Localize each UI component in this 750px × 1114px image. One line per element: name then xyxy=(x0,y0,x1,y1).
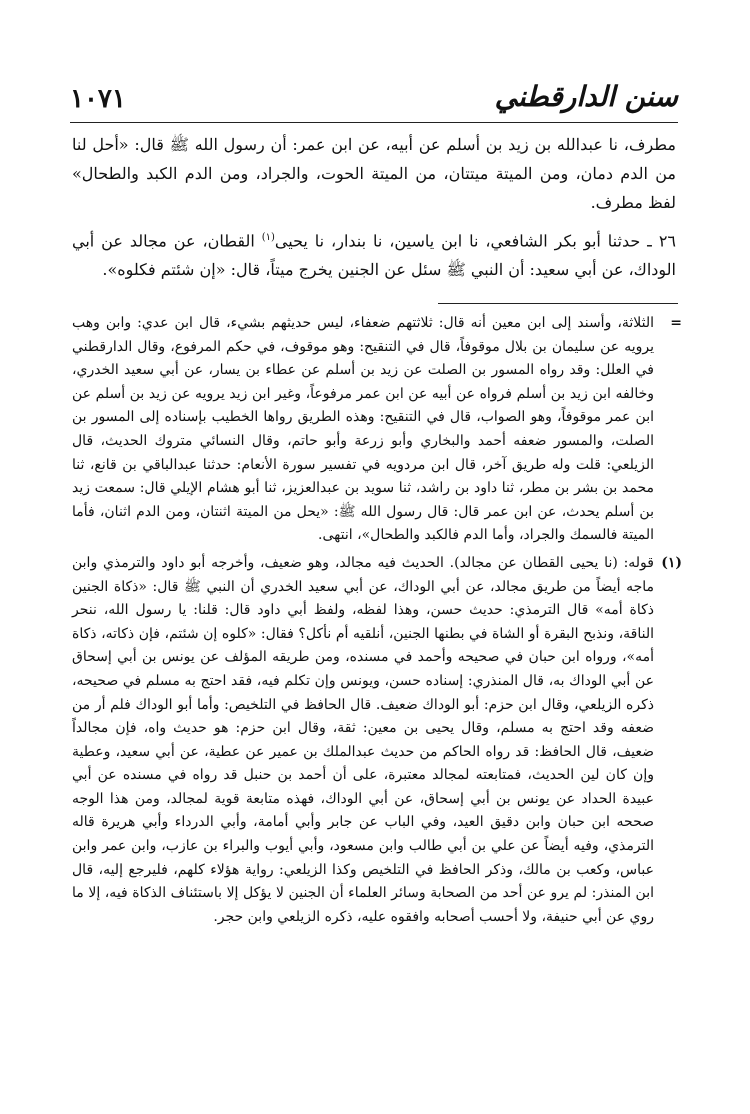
hadith-text: القطان، عن مجالد عن أبي الوداك، عن أبي سعيد: أن النبي ﷺ سئل عن الجنين يخرج ميتاً، قال: «إن شئتم فكلوه». xyxy=(72,231,676,280)
footnote-reference[interactable]: (١) xyxy=(261,232,275,243)
hadith-paragraph: مطرف، نا عبدالله بن زيد بن أسلم عن أبيه، عن ابن عمر: أن رسول الله ﷺ قال: «أحل لنا من الدم دمان، ومن الميتة ميتتان، من الميتة الحوت، والجراد، ومن الدم الكبد والطحال» لفظ مطرف. xyxy=(72,135,676,212)
footnote-continued xyxy=(72,312,682,548)
book-title: سنن الدارقطني xyxy=(494,80,678,113)
page-number: ١٠٧١ xyxy=(70,84,126,114)
page-header xyxy=(70,78,678,123)
footnote-text: قوله: (نا يحيى القطان عن مجالد). الحديث فيه مجالد، وهو ضعيف، وأخرجه أبو داود والترمذي وابن ماجه أيضاً من طريق مجالد، عن أبي الوداك، عن أبي سعيد الخدري أن النبي ﷺ قال: «ذكاة الجنين ذكاة أمه» قال الترمذي: حديث حسن، وهذا لفظه، ولفظ أبي داود قال: قلنا: يا رسول الله، ننحر الناقة، ونذبح البقرة أو الشاة في بطنها الجنين، أنلقيه أم نأكل؟ فقال: «كلوه إن شئتم، فإن ذكاته، ذكاة أمه»، ورواه ابن حبان في صحيحه وأحمد في مسنده، ومن طريقه المؤلف عن يونس بن أبي إسحاق عن أبي الوداك به، قال المنذري: إسناده حسن، ويونس وإن تكلم فيه، فقد احتج به مسلم في صحيحه، ذكره الزيلعي، وقال ابن حزم: أبو الوداك ضعيف. قال الحافظ في التلخيص: وأما أبو الوداك فلم أر من ضعفه وقد احتج به مسلم، وقال يحيى بن معين: ثقة، وقال ابن حزم: هو حديث واه، فإن مجالداً ضعيف، قال الحافظ: قد رواه الحاكم من حديث عبدالملك بن عمير عن عطية، عن أبي سعيد، وعطية وإن كان لين الحديث، فمتابعته لمجالد معتبرة، على أن أحمد بن حنبل قد رواه في مسنده عن أبي عبيدة الحداد عن يونس بن أبي إسحاق، عن أبي الوداك، فهذه متابعة قوية لمجالد، ومن هذا الوجه صححه ابن حبان وابن دقيق العيد، وفي الباب عن جابر وأبي أمامة، وأبي الدرداء وأبي هريرة قاله الترمذي، وفيه أيضاً عن علي بن أبي طالب وابن مسعود، وأبي أيوب والبراء بن عازب، وابن عمر وابن عباس، وكعب بن مالك، وذكر الحافظ في التلخيص وكذا الزيلعي: رواية هؤلاء كلهم، فليرجع إليه، قال ابن المنذر: لم يرو عن أحد من الصحابة وسائر العلماء أن الجنين لا يؤكل إلا باستئناف الذكاة فيه، إلا ما روي عن أبي حنيفة، ولا أحسب أصحابه وافقوه عليه، ذكره الزيلعي وابن حجر. xyxy=(72,554,654,925)
continuation-marker: = xyxy=(670,315,682,331)
footnote-separator xyxy=(438,303,678,304)
main-text xyxy=(72,130,676,284)
hadith-paragraph-26 xyxy=(72,223,676,284)
footnotes xyxy=(72,312,682,929)
footnote-number: (١) xyxy=(661,554,682,571)
hadith-text: ٢٦ ـ حدثنا أبو بكر الشافعي، نا ابن ياسين، نا بندار، نا يحيى xyxy=(274,231,676,251)
footnote-1 xyxy=(72,552,682,930)
footnote-text: الثلاثة، وأسند إلى ابن معين أنه قال: ثلاثتهم ضعفاء، ليس حديثهم بشيء، قال ابن عدي: وابن وهب يرويه عن سليمان بن بلال موقوفاً، قال في التنقيح: وهو موقوف، في حكم المرفوع، وقال الدارقطني في العلل: وقد رواه المسور بن الصلت عن زيد بن أسلم عن عطاء بن يسار، عن أبي سعيد الخدري، وخالفه ابن زيد بن أسلم فرواه عن أبيه عن ابن عمر مرفوعاً، وغير ابن زيد يرويه عن زيد بن أسلم عن ابن عمر موقوفاً، وهو الصواب، قال في التنقيح: وهذه الطريق رواها الخطيب بإسناده إلى المسور بن الصلت، والمسور ضعفه أحمد والبخاري وأبو زرعة وأبو حاتم، وقال النسائي متروك الحديث، قال الزيلعي: قلت وله طريق آخر، قال ابن مردويه في تفسير سورة الأنعام: حدثنا عبدالباقي بن قانع، ثنا محمد بن بشر بن مطر، ثنا داود بن راشد، ثنا سويد بن عبدالعزيز، ثنا أبو هشام الإيلي قال: سمعت زيد بن أسلم يحدث، عن ابن عمر قال: قال رسول الله ﷺ: «يحل من الميتة اثنتان، ومن الدم اثنان، فأما الميتة فالسمك والجراد، وأما الدم فالكبد والطحال»، انتهى. xyxy=(72,315,654,544)
